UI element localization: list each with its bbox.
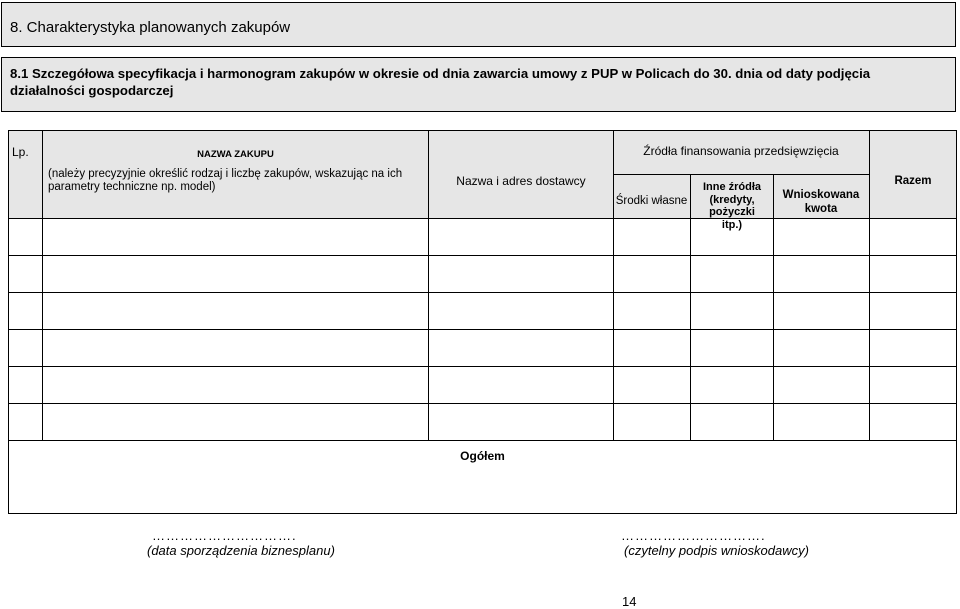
table-row: [8, 330, 957, 366]
section-title: 8. Charakterystyka planowanych zakupów: [10, 19, 291, 36]
subsection-title: 8.1 Szczegółowa specyfikacja i harmonogram zakupów w okresie od dnia zawarcia umowy z PUP w Policach do 30. dnia od daty podjęcia działalności gospodarczej: [10, 66, 871, 98]
col-supplier-header: Nazwa i adres dostawcy: [456, 174, 586, 188]
col-name-title: NAZWA ZAKUPU: [197, 149, 274, 160]
col-sources-group-header: Źródła finansowania przedsięwzięcia: [643, 144, 839, 158]
col-requested-header: Wnioskowana kwota: [782, 189, 860, 215]
table-row: [8, 219, 957, 255]
col-lp-header: Lp.: [12, 145, 29, 159]
total-label: Ogółem: [460, 449, 505, 463]
table-row: [8, 367, 957, 403]
col-own-funds-header: Środki własne: [615, 195, 688, 207]
table-row: [8, 256, 957, 292]
table-row: [8, 404, 957, 440]
col-other-sources-header: Inne źródła (kredyty, pożyczki itp.): [702, 181, 762, 231]
date-caption: (data sporządzenia biznesplanu): [147, 543, 335, 558]
section-header: [1, 2, 956, 47]
date-dots: ………………………….: [152, 528, 297, 543]
col-name-note: (należy precyzyjnie określić rodzaj i liczbę zakupów, wskazując na ich parametry techniczne np. model): [48, 168, 403, 193]
subsection-header: [1, 57, 956, 112]
col-total-header: Razem: [894, 175, 932, 187]
purchases-table: [8, 130, 957, 514]
table-row: [8, 293, 957, 329]
page-number: 14: [622, 594, 637, 609]
signature-caption: (czytelny podpis wnioskodawcy): [624, 543, 809, 558]
signature-dots: ………………………….: [621, 528, 766, 543]
